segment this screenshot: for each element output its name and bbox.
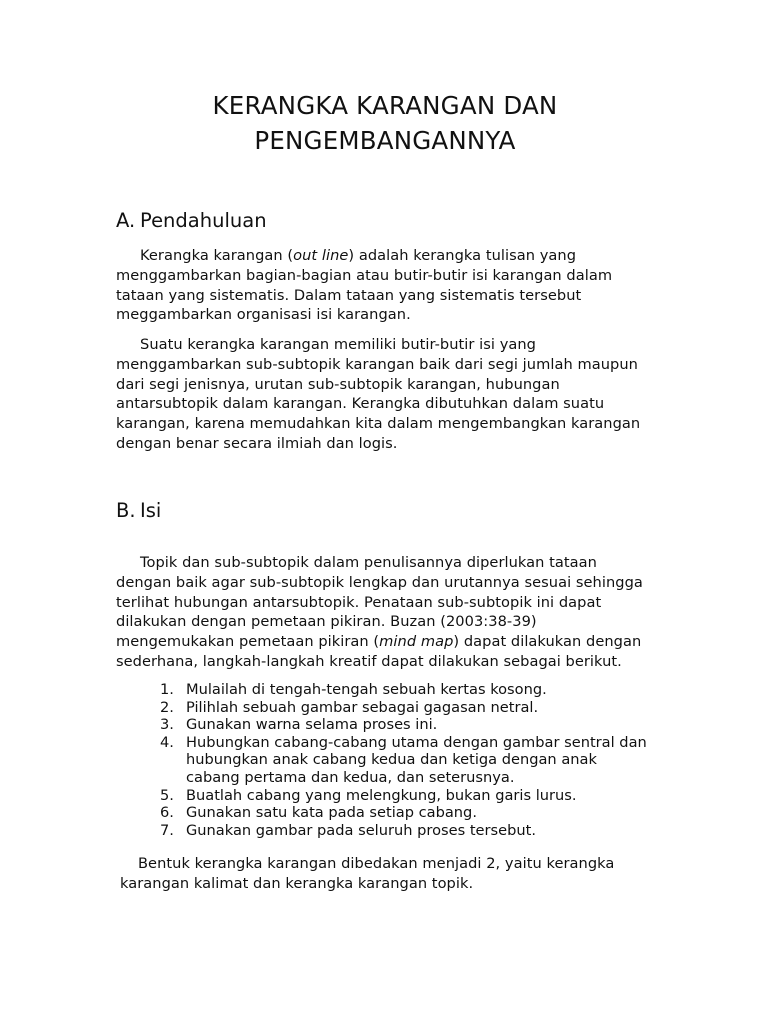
section-a-heading: [116, 209, 267, 233]
list-item-text: hubungkan anak cabang kedua dan ketiga dengan anak: [186, 751, 597, 769]
paragraph-line: Suatu kerangka karangan memiliki butir-butir isi yang: [140, 336, 536, 353]
paragraph-line: dilakukan dengan pemetaan pikiran. Buzan (2003:38-39): [116, 613, 537, 631]
list-item: [160, 822, 700, 840]
section-a-number: A.: [116, 209, 136, 232]
paragraph-line: [116, 632, 676, 652]
paragraph-line: antarsubtopik dalam karangan. Kerangka dibutuhkan dalam suatu: [116, 395, 605, 413]
title-line-1: KERANGKA KARANGAN DAN: [212, 91, 558, 120]
paragraph-line: [116, 246, 676, 266]
list-item-text: Buatlah cabang yang melengkung, bukan garis lurus.: [186, 786, 577, 804]
section-a-title: Pendahuluan: [140, 209, 267, 232]
title-line-2: PENGEMBANGANNYA: [254, 126, 516, 155]
paragraph-line: dengan baik agar sub-subtopik lengkap dan urutannya sesuai sehingga: [116, 573, 643, 591]
paragraph-line: sederhana, langkah-langkah kreatif dapat dilakukan sebagai berikut.: [116, 652, 622, 670]
list-item-number: 2.: [160, 698, 174, 716]
italic-term: out line: [293, 247, 349, 264]
list-item-text: Pilihlah sebuah gambar sebagai gagasan netral.: [186, 698, 539, 716]
list-item: [160, 804, 700, 822]
list-item: [160, 681, 700, 699]
list-item: [160, 716, 700, 734]
list-item-number: 5.: [160, 786, 174, 804]
list-item: [160, 787, 700, 805]
paragraph-line: tataan yang sistematis. Dalam tataan yang sistematis tersebut: [116, 286, 582, 304]
list-item-number: 1.: [160, 681, 174, 698]
list-item-text: Gunakan satu kata pada setiap cabang.: [186, 804, 477, 822]
section-a-paragraph-1: [116, 246, 676, 325]
list-item-number: 7.: [160, 821, 174, 839]
list-item-number: 3.: [160, 716, 174, 734]
list-item-number: 4.: [160, 733, 174, 751]
paragraph-line: menggambarkan bagian-bagian atau butir-butir isi karangan dalam: [116, 266, 613, 284]
paragraph-line: menggambarkan sub-subtopik karangan baik dari segi jumlah maupun: [116, 355, 638, 373]
list-item-text: Hubungkan cabang-cabang utama dengan gambar sentral dan: [186, 733, 647, 751]
list-item-text: Mulailah di tengah-tengah sebuah kertas kosong.: [186, 681, 547, 698]
text-run: ) dapat dilakukan dengan: [453, 633, 642, 651]
paragraph-line: karangan kalimat dan kerangka karangan topik.: [120, 874, 474, 892]
paragraph-line: meggambarkan organisasi isi karangan.: [116, 306, 411, 324]
steps-list: [160, 681, 700, 839]
list-item-text: cabang pertama dan kedua, dan seterusnya.: [186, 768, 515, 786]
text-run: ) adalah kerangka tulisan yang: [348, 247, 577, 264]
text-run: mengemukakan pemetaan pikiran (: [116, 633, 380, 651]
document-title: [0, 88, 768, 158]
section-a-paragraph-2: [116, 335, 676, 454]
paragraph-line: terlihat hubungan antarsubtopik. Penataan sub-subtopik ini dapat: [116, 593, 602, 611]
paragraph-line: Topik dan sub-subtopik dalam penulisannya diperlukan tataan: [140, 554, 597, 571]
italic-term: mind map: [379, 633, 454, 651]
list-item-text: Gunakan warna selama proses ini.: [186, 716, 438, 734]
paragraph-line: Bentuk kerangka karangan dibedakan menjadi 2, yaitu kerangka: [138, 855, 615, 872]
paragraph-line: dari segi jenisnya, urutan sub-subtopik karangan, hubungan: [116, 375, 560, 393]
section-b-title: Isi: [140, 499, 162, 522]
text-run: Kerangka karangan (: [140, 247, 294, 264]
list-item: [160, 734, 700, 787]
list-item-number: 6.: [160, 804, 174, 822]
section-b-heading: [116, 499, 161, 523]
list-item: [160, 699, 700, 717]
paragraph-line: karangan, karena memudahkan kita dalam mengembangkan karangan: [116, 415, 641, 433]
paragraph-line: dengan benar secara ilmiah dan logis.: [116, 434, 398, 452]
section-b-paragraph-2: [120, 854, 680, 894]
list-item-text: Gunakan gambar pada seluruh proses tersebut.: [186, 821, 536, 839]
section-b-paragraph-1: [116, 553, 676, 672]
section-b-number: B.: [116, 499, 136, 522]
